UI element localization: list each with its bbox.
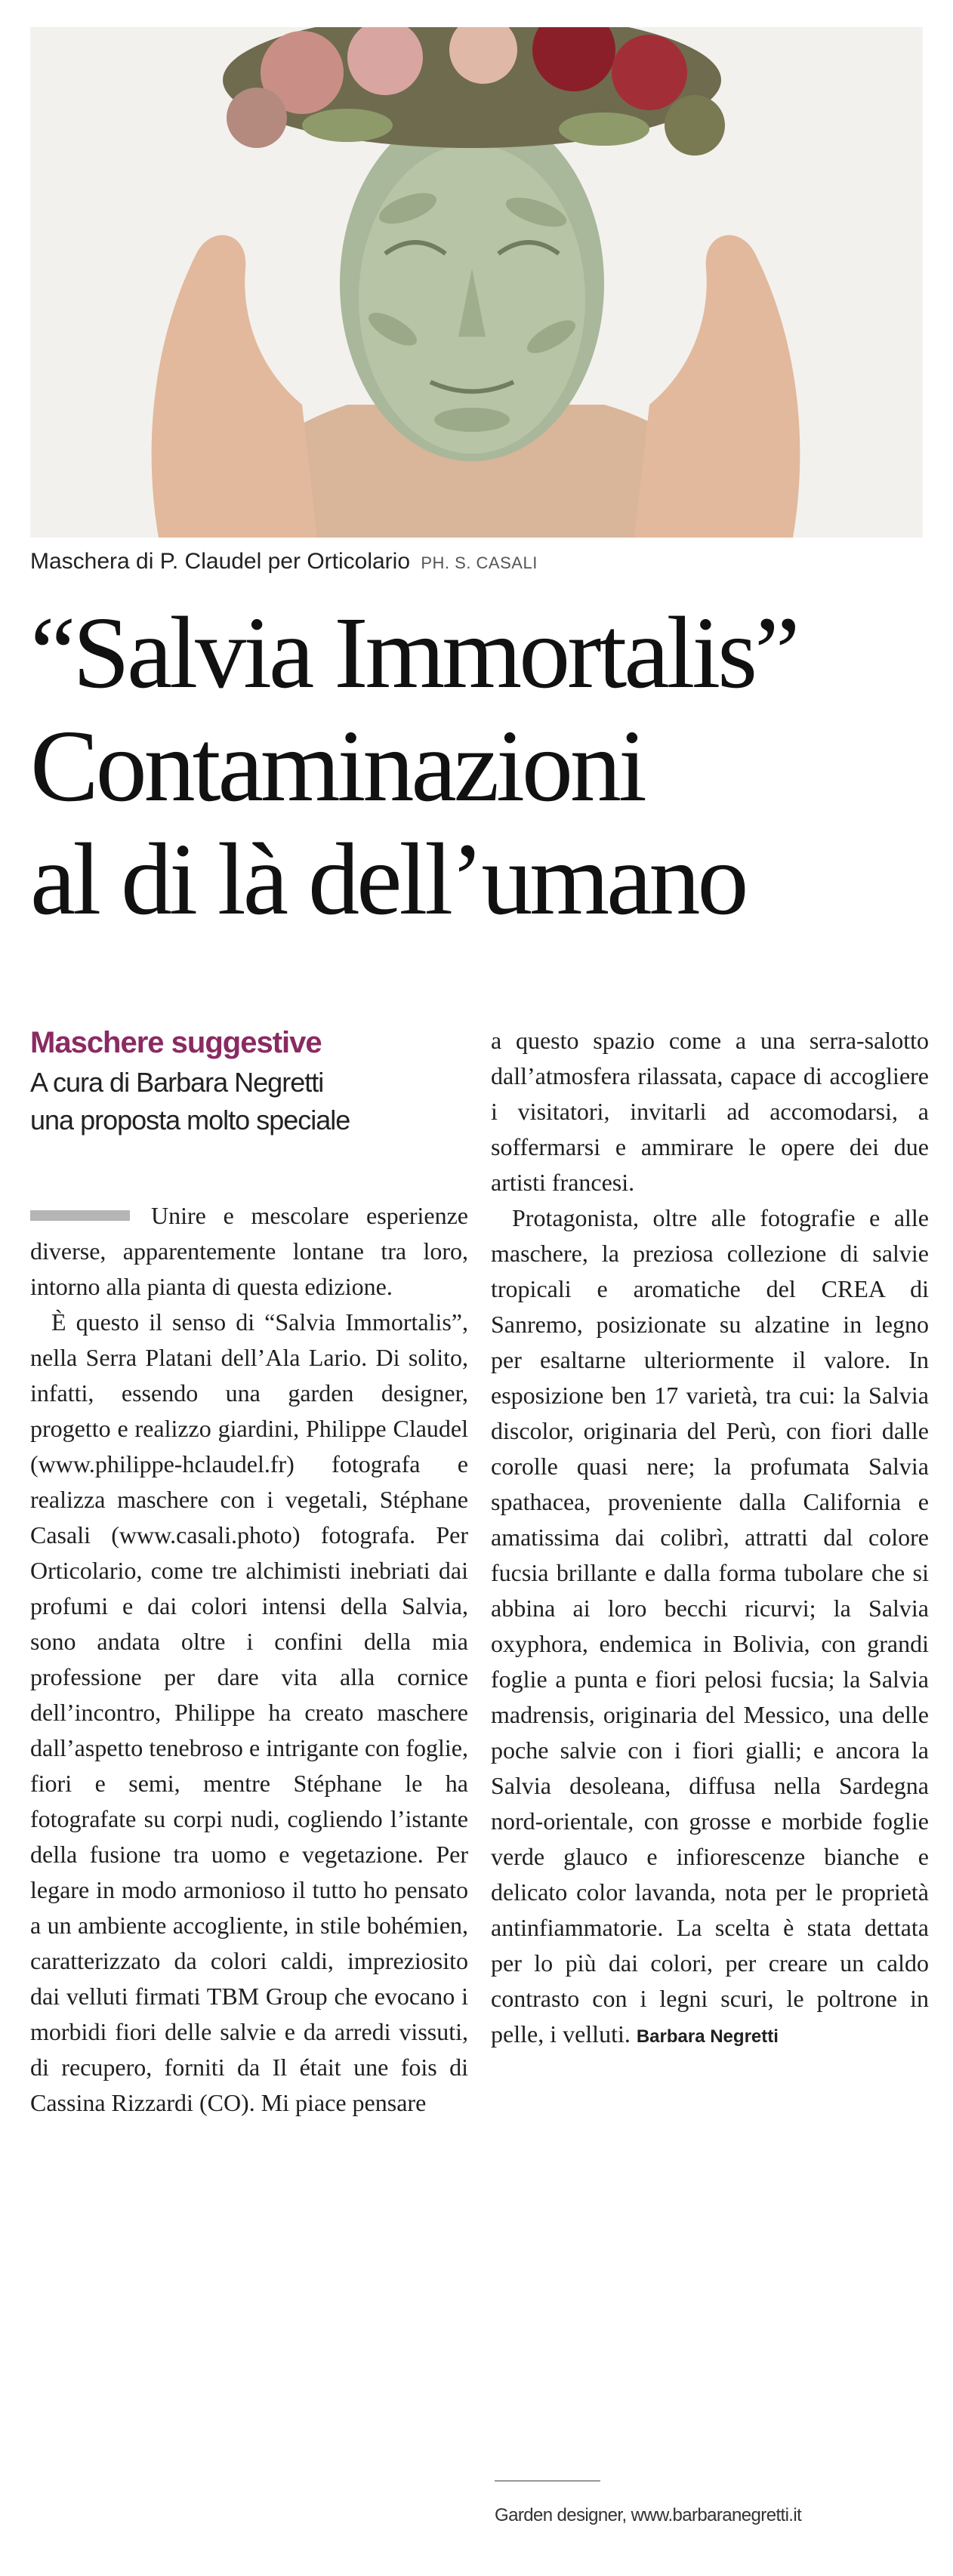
leaf-mask-photo	[30, 27, 923, 538]
headline-line-1: “Salvia Immortalis”	[30, 596, 797, 710]
footnote: Garden designer, www.barbaranegretti.it	[495, 2505, 802, 2525]
headline-line-3: al di là dell’umano	[30, 823, 746, 936]
article-paragraph	[30, 1198, 468, 1305]
article-paragraph	[491, 1200, 929, 2054]
footnote-divider	[495, 2480, 600, 2482]
leaf-mask-illustration	[30, 27, 923, 538]
deck-line-2: una proposta molto speciale	[30, 1105, 350, 1135]
caption-text: Maschera di P. Claudel per Orticolario	[30, 549, 411, 574]
photo-credit: PH. S. CASALI	[421, 553, 538, 572]
article-paragraph-continued: a questo spazio come a una serra-salotto dall’atmosfera rilassata, capace di accogliere i visitatori, invitarli ad accomodarsi, a soffermarsi e ammirare le opere dei due artisti francesi.	[491, 1027, 929, 1196]
headline-line-2: Contaminazioni	[30, 710, 644, 823]
article-paragraph: È questo il senso di “Salvia Immortalis”, nella Serra Platani dell’Ala Lario. Di solito, infatti, essendo una garden designer, progetto e realizzo giardini, Philippe Claudel (www.philippe-hclaudel.fr) fotografa e realizza maschere con i vegetali, Stéphane Casali (www.casali.photo) fotografa. Per Orticolario, come tre alchimisti inebriati dai profumi e dai colori intensi della Salvia, sono andata oltre i confini della mia professione per dare vita alla cornice dell’incontro, Philippe ha creato maschere dall’aspetto tenebroso e intrigante con foglie, fiori e semi, mentre Stéphane le ha fotografate su corpi nudi, cogliendo l’istante della fusione tra uomo e vegetazione. Per legare in modo armonioso il tutto ho pensato a un ambiente accogliente, in stile bohémien, caratterizzato da colori caldi, impreziosito dai velluti firmati TBM Group che evocano i morbidi fiori delle salvie e da arredi vissuti, di recupero, forniti da Il était une fois di Cassina Rizzardi (CO). Mi piace pensare	[30, 1308, 468, 2116]
article-body-left	[30, 1198, 468, 2121]
article-column-right	[491, 1023, 929, 2054]
article-body-right	[491, 1023, 929, 2054]
paragraph-text: Protagonista, oltre alle fotografie e alle maschere, la preziosa collezione di salvie tropicali e aromatiche del CREA di Sanremo, posizionate su alzatine in legno per esaltarne ulteriormente il valore. In esposizione ben 17 varietà, tra cui: la Salvia discolor, originaria del Perù, con fiori dalle corolle quasi nere; la profumata Salvia spathacea, proveniente dalla California e amatissima dai colibrì, attratti dal colore fucsia brillante e dalla forma tubolare che si abbina ai loro becchi ricurvi; la Salvia oxyphora, endemica in Bolivia, con grandi foglie a punta e fiori pelosi fucsia; la Salvia madrensis, originaria del Messico, una delle poche salvie con i fiori gialli; e ancora la Salvia desoleana, diffusa nella Sardegna nord-orientale, con grosse e morbide foglie verde glauco e infiorescenze bianche e delicato color lavanda, nota per le proprietà antinfiammatorie. La scelta è stata dettata per lo più dai colori, per creare un caldo contrasto con i legni scuri, le poltrone in pelle, i velluti.	[491, 1204, 929, 2048]
photo-caption	[30, 545, 923, 578]
lead-bar	[30, 1210, 130, 1221]
article-deck	[30, 1064, 468, 1139]
article-column-left	[30, 1023, 468, 2121]
paragraph-text: Unire e mescolare esperienze diverse, apparentemente lontane tra loro, intorno alla pianta di questa edizione.	[30, 1202, 468, 1300]
section-kicker: Maschere suggestive	[30, 1026, 322, 1059]
deck-line-1: A cura di Barbara Negretti	[30, 1067, 324, 1098]
headline	[30, 596, 923, 936]
author-signature: Barbara Negretti	[636, 2026, 779, 2047]
